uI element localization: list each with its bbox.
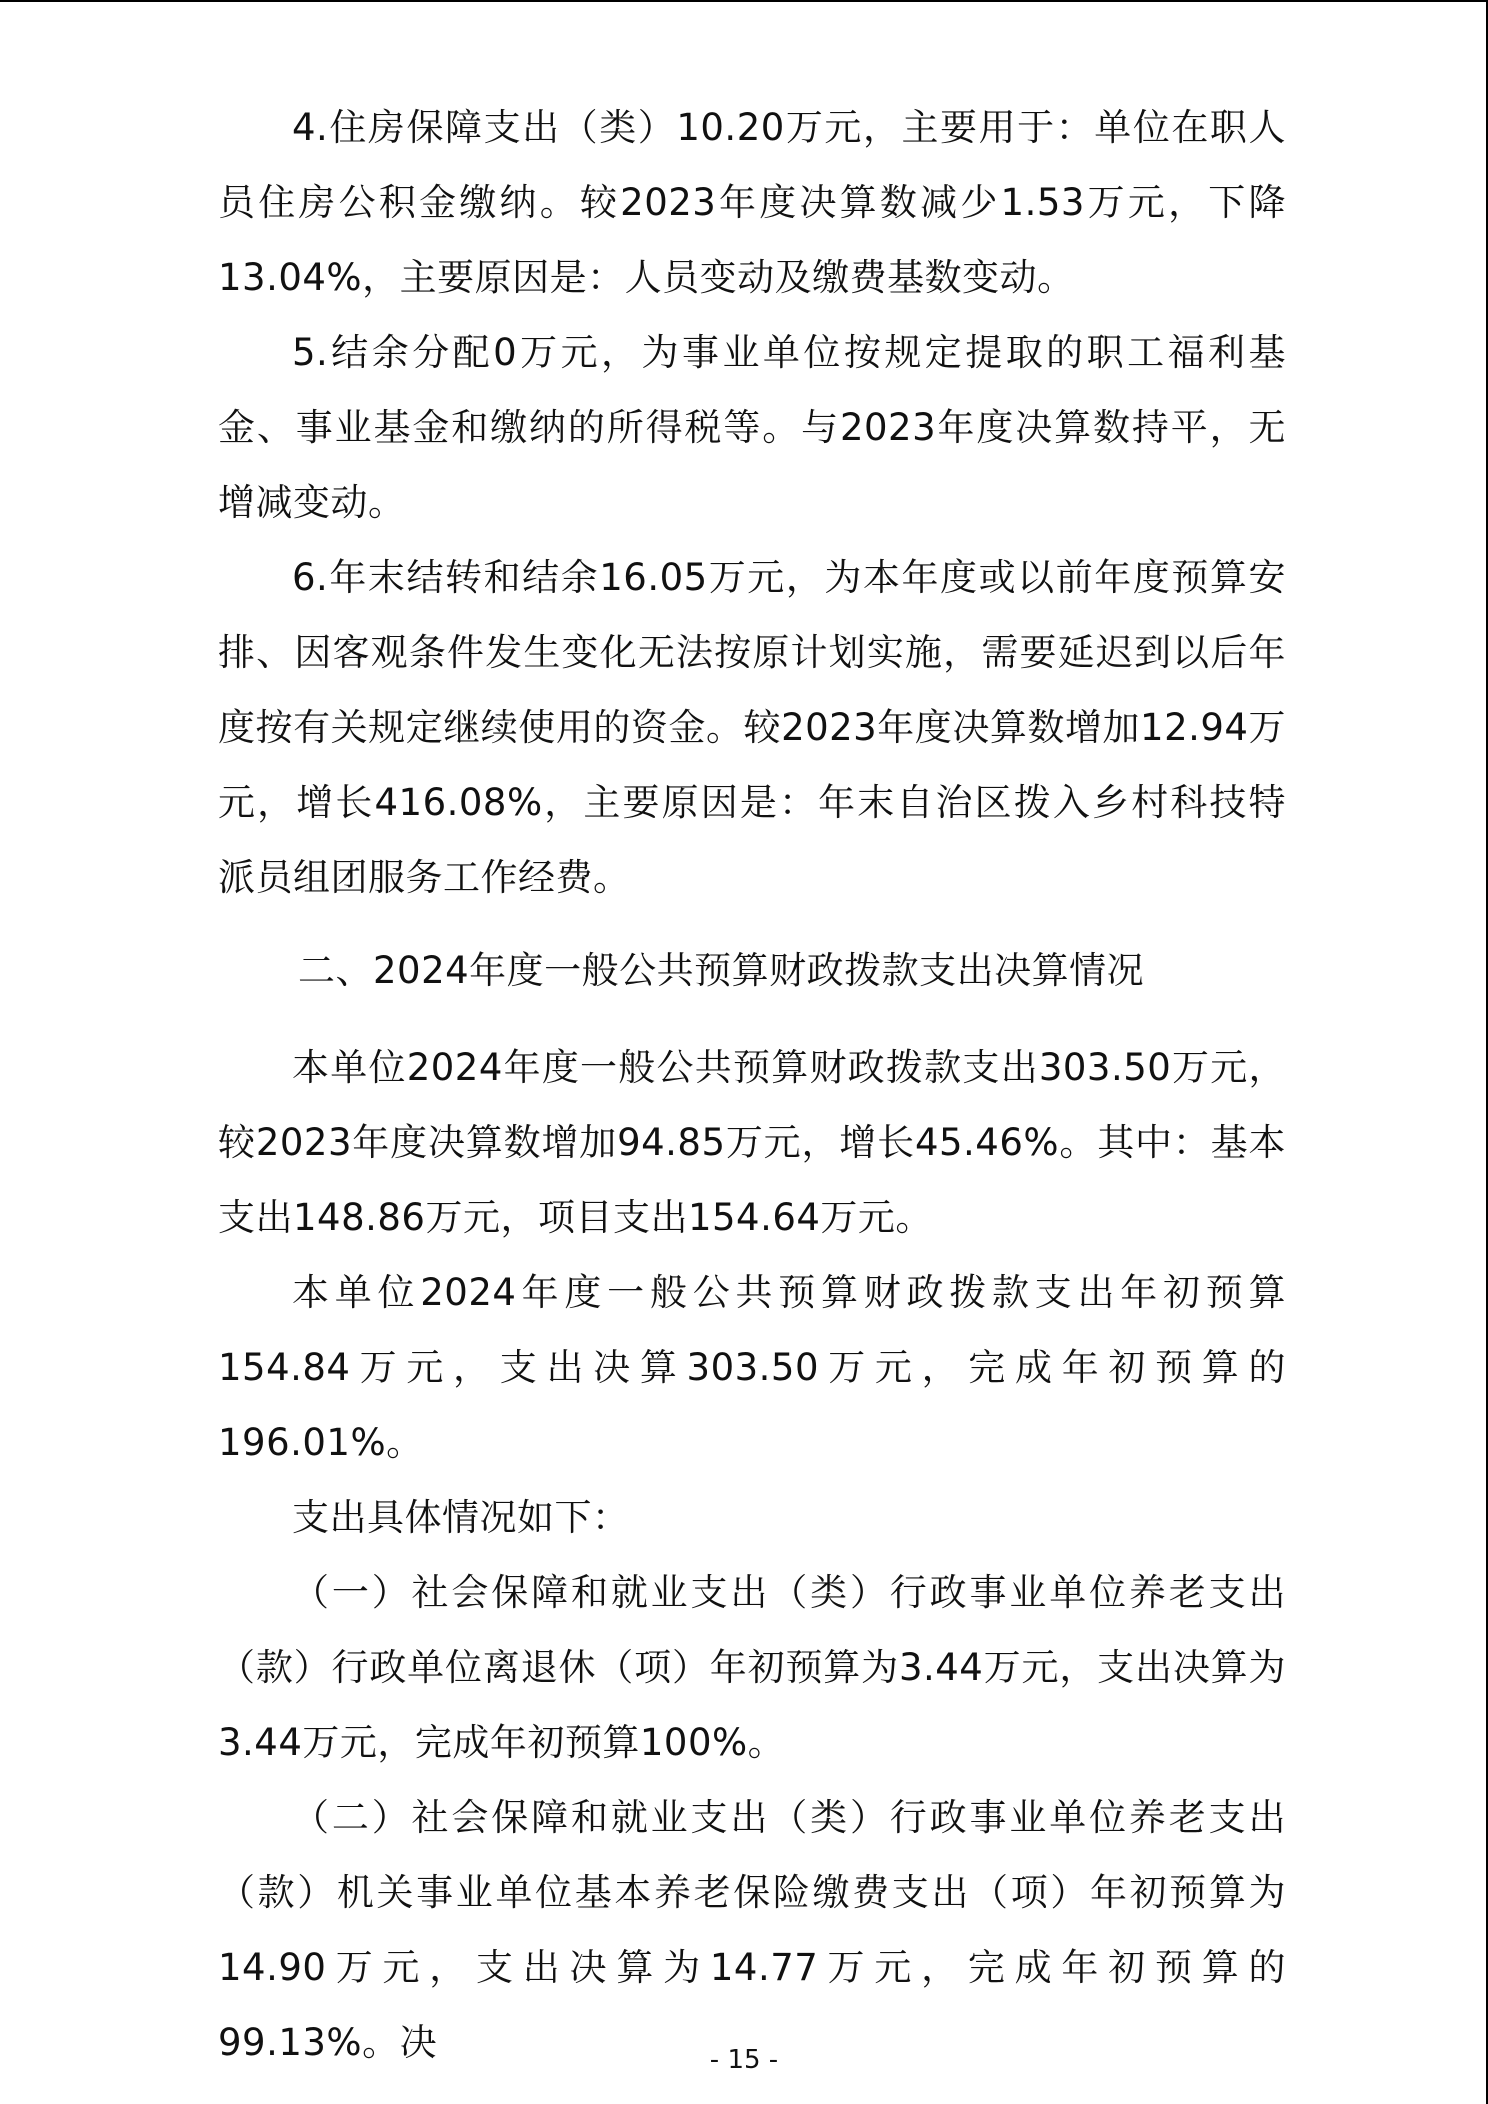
paragraph-surplus-distribution: 5.结余分配0万元，为事业单位按规定提取的职工福利基金、事业基金和缴纳的所得税等。与2023年度决算数持平，无增减变动。	[218, 331, 1286, 524]
top-border-line	[0, 0, 1488, 2]
paragraph-initial-budget-comparison: 本单位2024年度一般公共预算财政拨款支出年初预算154.84万元，支出决算303.50万元，完成年初预算的196.01%。	[218, 1271, 1286, 1464]
paragraph-housing-expenditure: 4.住房保障支出（类）10.20万元，主要用于：单位在职人员住房公积金缴纳。较2023年度决算数减少1.53万元，下降13.04%，主要原因是：人员变动及缴费基数变动。	[218, 106, 1286, 299]
paragraph-details-intro: 支出具体情况如下：	[292, 1496, 630, 1539]
page-number: - 15 -	[709, 2045, 779, 2075]
paragraph-year-end-carryover: 6.年末结转和结余16.05万元，为本年度或以前年度预算安排、因客观条件发生变化无法按原计划实施，需要延迟到以后年度按有关规定继续使用的资金。较2023年度决算数增加12.94万元，增长416.08%，主要原因是：年末自治区拨入乡村科技特派员组团服务工作经费。	[218, 556, 1286, 899]
paragraph-item-one: （一）社会保障和就业支出（类）行政事业单位养老支出（款）行政单位离退休（项）年初预算为3.44万元，支出决算为3.44万元，完成年初预算100%。	[218, 1571, 1286, 1764]
paragraph-item-two: （二）社会保障和就业支出（类）行政事业单位养老支出（款）机关事业单位基本养老保险缴费支出（项）年初预算为14.90万元，支出决算为14.77万元，完成年初预算的99.13%。决	[218, 1796, 1286, 2064]
paragraph-general-budget-expenditure: 本单位2024年度一般公共预算财政拨款支出303.50万元，较2023年度决算数增加94.85万元，增长45.46%。其中：基本支出148.86万元，项目支出154.64万元。	[218, 1046, 1286, 1239]
section-heading: 二、2024年度一般公共预算财政拨款支出决算情况	[298, 949, 1145, 992]
document-body	[218, 90, 1286, 2080]
